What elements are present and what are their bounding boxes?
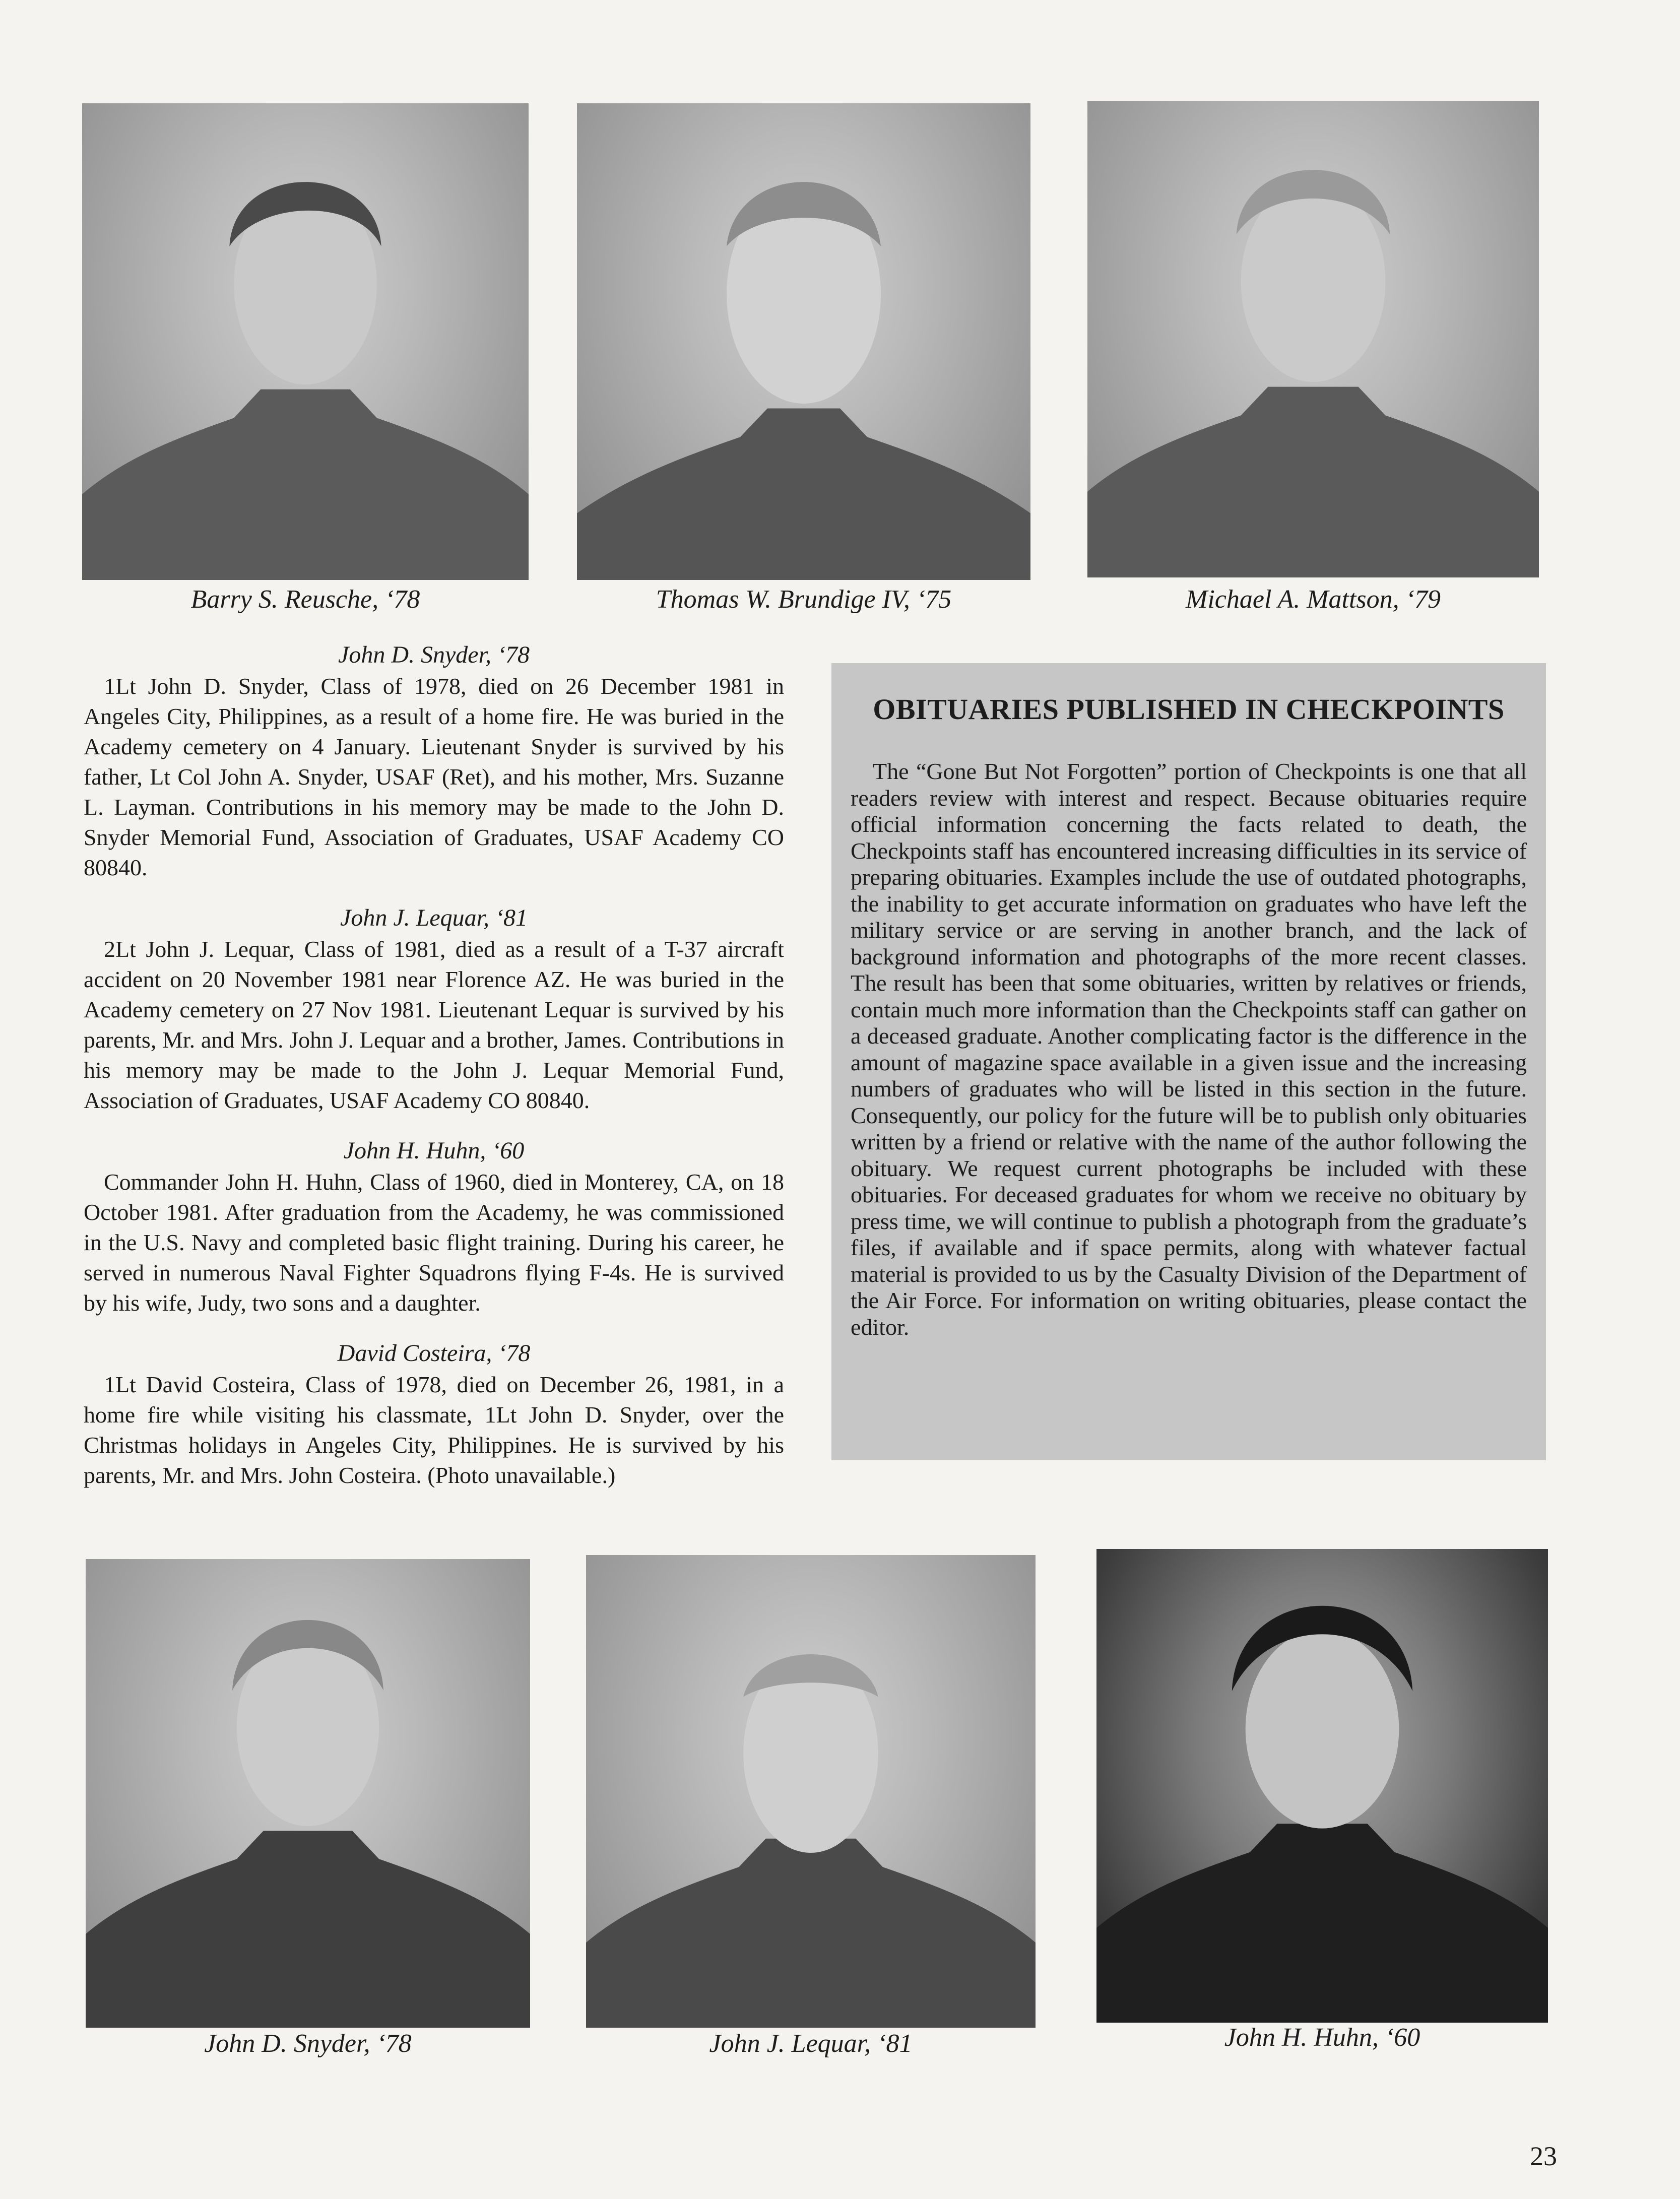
obituary-body: 1Lt David Costeira, Class of 1978, died on December 26, 1981, in a home fire while visiting his classmate, 1Lt John D. Snyder, over the Christmas holidays in Angeles City, Philippines. He is survived by his parents, Mr. and Mrs. John Costeira. (Photo unavailable.) <box>84 1372 784 1488</box>
photo-caption: Michael A. Mattson, ‘79 <box>1186 585 1441 614</box>
obituary-title: John J. Lequar, ‘81 <box>340 904 528 931</box>
portrait-photo <box>82 103 529 580</box>
portrait-photo <box>1087 101 1539 577</box>
portrait-silhouette <box>1096 1549 1548 2023</box>
portrait-photo <box>577 103 1030 580</box>
portrait-silhouette <box>586 1555 1036 2028</box>
portrait-silhouette <box>577 103 1030 580</box>
photo-caption: John H. Huhn, ‘60 <box>1224 2023 1420 2052</box>
photo-caption: Barry S. Reusche, ‘78 <box>190 585 420 614</box>
obituary-body: 2Lt John J. Lequar, Class of 1981, died as a result of a T-37 aircraft accident on 20 November 1981 near Florence AZ. He was buried in the Academy cemetery on 27 Nov 1981. Lieutenant Lequar is survived by his parents, Mr. and Mrs. John J. Lequar and a brother, James. Contributions in his memory may be made to the John J. Lequar Memorial Fund, Association of Graduates, USAF Academy CO 80840. <box>84 936 784 1113</box>
obituary-title: John H. Huhn, ‘60 <box>343 1137 525 1164</box>
obituary-entry <box>84 640 784 883</box>
obituary-title: David Costeira, ‘78 <box>337 1340 531 1367</box>
obituary-entry <box>84 903 784 1116</box>
photo-caption: Thomas W. Brundige IV, ‘75 <box>656 585 952 614</box>
portrait-photo <box>86 1559 530 2028</box>
portrait-silhouette <box>82 103 529 580</box>
policy-sidebar <box>831 663 1546 1460</box>
portrait-silhouette <box>86 1559 530 2028</box>
sidebar-body: The “Gone But Not Forgotten” portion of Checkpoints is one that all readers review with interest and respect. Because obituaries require official information concerning the facts related to death, the Checkpoints staff has encountered increasing difficulties in its service of preparing obituaries. Examples include the use of outdated photographs, the inability to get accurate information on graduates who have left the military service or are serving in another branch, and the lack of background information and photographs of the more recent classes. The result has been that some obituaries, written by relatives or friends, contain much more information than the Checkpoints staff can gather on a deceased graduate. Another complicating factor is the difference in the amount of magazine space available in a given issue and the increasing numbers of graduates who will be listed in this section in the future. Consequently, our policy for the future will be to publish only obituaries written by a friend or relative with the name of the author following the obituary. We request current photographs be included with these obituaries. For deceased graduates for whom we receive no obituary by press time, we will continue to publish a photograph from the graduate’s files, if available and if space permits, along with whatever factual material is provided to us by the Casualty Division of the Department of the Air Force. For information on writing obituaries, please contact the editor. <box>851 758 1527 1340</box>
obituary-title: John D. Snyder, ‘78 <box>338 641 530 668</box>
obituary-entry <box>84 1136 784 1318</box>
sidebar-title: OBITUARIES PUBLISHED IN CHECKPOINTS <box>873 693 1505 726</box>
portrait-photo <box>586 1555 1036 2028</box>
page-number: 23 <box>1530 2141 1557 2171</box>
portrait-silhouette <box>1087 101 1539 577</box>
obituary-body: Commander John H. Huhn, Class of 1960, died in Monterey, CA, on 18 October 1981. After graduation from the Academy, he was commissioned in the U.S. Navy and completed basic flight training. During his career, he served in numerous Naval Fighter Squadrons flying F-4s. He is survived by his wife, Judy, two sons and a daughter. <box>84 1169 784 1316</box>
obituary-entry <box>84 1338 784 1491</box>
obituary-column <box>84 640 784 1511</box>
photo-caption: John J. Lequar, ‘81 <box>709 2029 913 2058</box>
portrait-photo <box>1096 1549 1548 2023</box>
obituary-body: 1Lt John D. Snyder, Class of 1978, died on 26 December 1981 in Angeles City, Philippines, as a result of a home fire. He was buried in the Academy cemetery on 4 January. Lieutenant Snyder is survived by his father, Lt Col John A. Snyder, USAF (Ret), and his mother, Mrs. Suzanne L. Layman. Contributions in his memory may be made to the John D. Snyder Memorial Fund, Association of Graduates, USAF Academy CO 80840. <box>84 673 784 880</box>
photo-caption: John D. Snyder, ‘78 <box>204 2029 412 2058</box>
